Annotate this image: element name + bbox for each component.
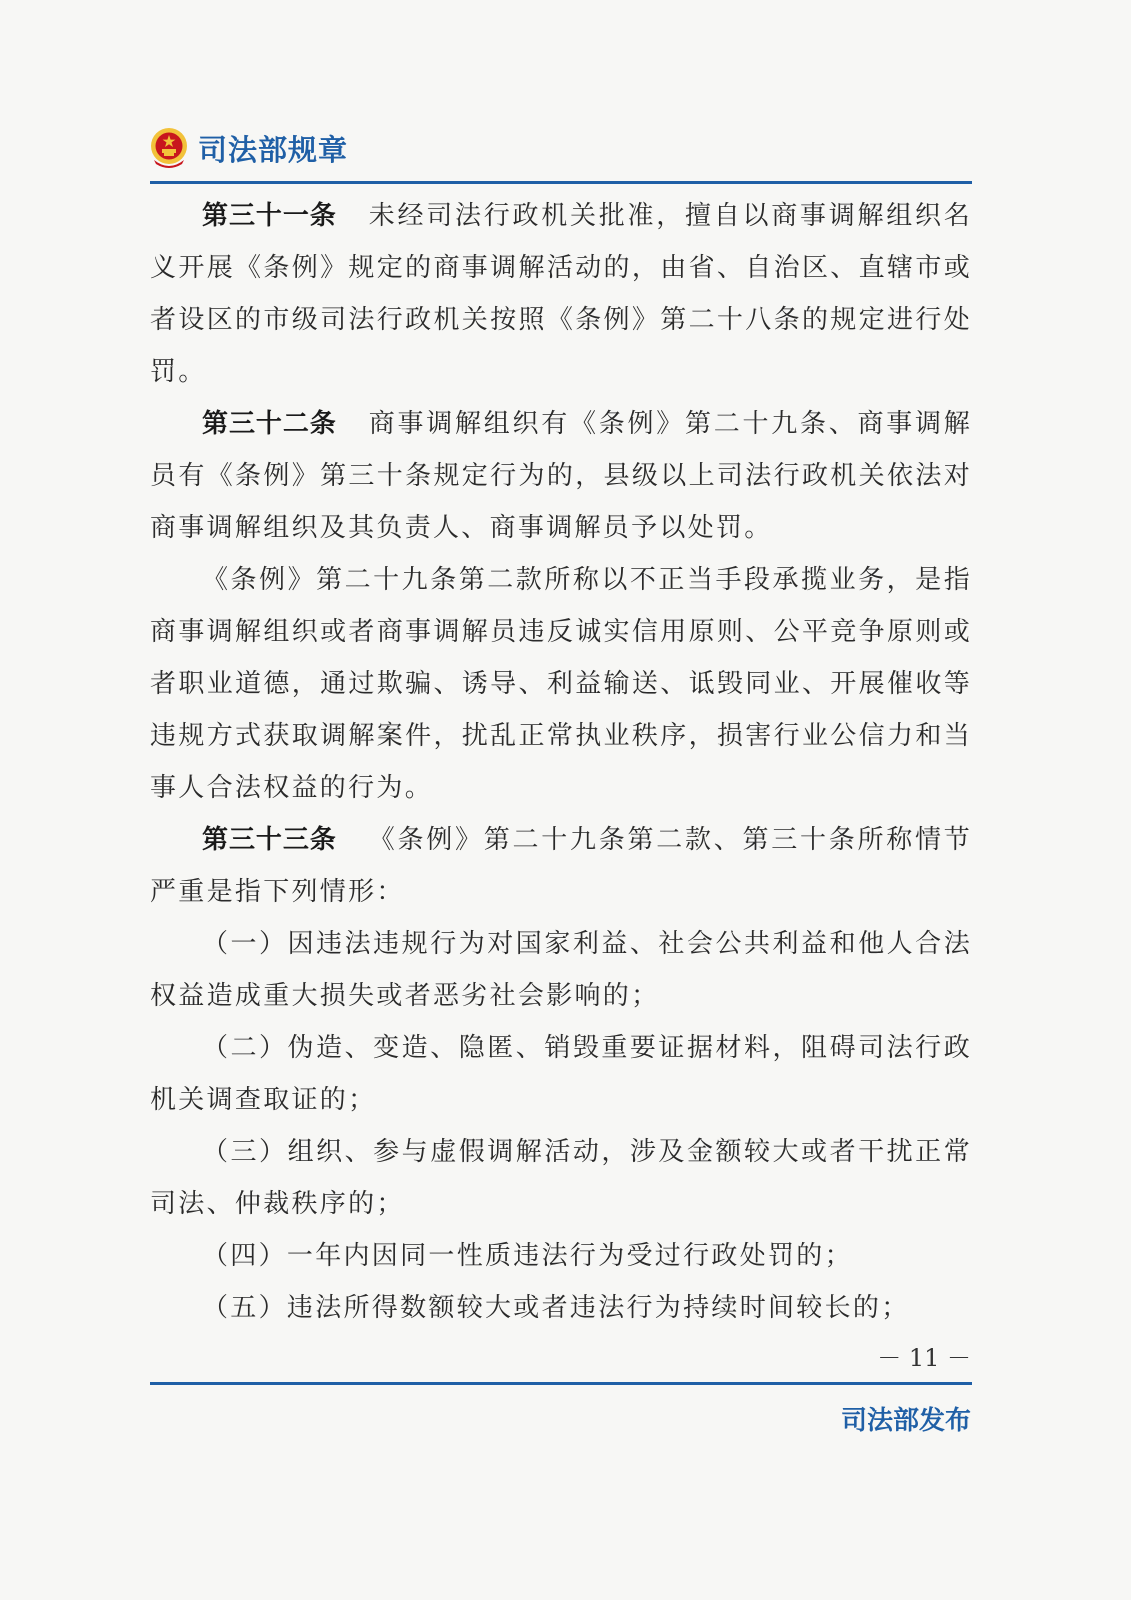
document-body xyxy=(150,190,972,1334)
footer-divider xyxy=(150,1382,972,1385)
paragraph-text: 《条例》第二十九条第二款、第三十条所称情节严重是指下列情形： xyxy=(150,825,972,907)
article-heading: 第三十三条 xyxy=(202,825,337,855)
list-item xyxy=(150,1230,972,1282)
header-divider xyxy=(150,181,972,184)
page-header xyxy=(150,118,348,178)
footer-publisher: 司法部发布 xyxy=(840,1406,971,1436)
article-31-paragraph xyxy=(150,190,972,398)
national-emblem-icon xyxy=(150,126,188,170)
article-heading: 第三十二条 xyxy=(202,409,337,439)
list-item xyxy=(150,918,972,1022)
list-item xyxy=(150,1022,972,1126)
article-32-paragraph xyxy=(150,398,972,554)
article-heading: 第三十一条 xyxy=(202,201,337,231)
article-33-paragraph xyxy=(150,814,972,918)
paragraph-text: （五）违法所得数额较大或者违法行为持续时间较长的； xyxy=(202,1293,910,1323)
list-item xyxy=(150,1126,972,1230)
list-item xyxy=(150,1282,972,1334)
paragraph-text: 未经司法行政机关批准，擅自以商事调解组织名义开展《条例》规定的商事调解活动的，由省、自治区、直辖市或者设区的市级司法行政机关按照《条例》第二十八条的规定进行处罚。 xyxy=(150,201,972,387)
paragraph-text: （三）组织、参与虚假调解活动，涉及金额较大或者干扰正常司法、仲裁秩序的； xyxy=(150,1137,972,1219)
paragraph-text: 《条例》第二十九条第二款所称以不正当手段承揽业务，是指商事调解组织或者商事调解员违反诚实信用原则、公平竞争原则或者职业道德，通过欺骗、诱导、利益输送、诋毁同业、开展催收等违规方式获取调解案件，扰乱正常执业秩序，损害行业公信力和当事人合法权益的行为。 xyxy=(150,565,972,803)
header-title: 司法部规章 xyxy=(198,132,349,167)
paragraph-text: （四）一年内因同一性质违法行为受过行政处罚的； xyxy=(202,1241,853,1271)
paragraph-text: （二）伪造、变造、隐匿、销毁重要证据材料，阻碍司法行政机关调查取证的； xyxy=(150,1033,972,1115)
paragraph-text: 商事调解组织有《条例》第二十九条、商事调解员有《条例》第三十条规定行为的，县级以上司法行政机关依法对商事调解组织及其负责人、商事调解员予以处罚。 xyxy=(150,409,972,543)
paragraph-text: （一）因违法违规行为对国家利益、社会公共利益和他人合法权益造成重大损失或者恶劣社会影响的； xyxy=(150,929,972,1011)
page-number: － 11 － xyxy=(877,1344,971,1372)
article-32-clause-paragraph xyxy=(150,554,972,814)
